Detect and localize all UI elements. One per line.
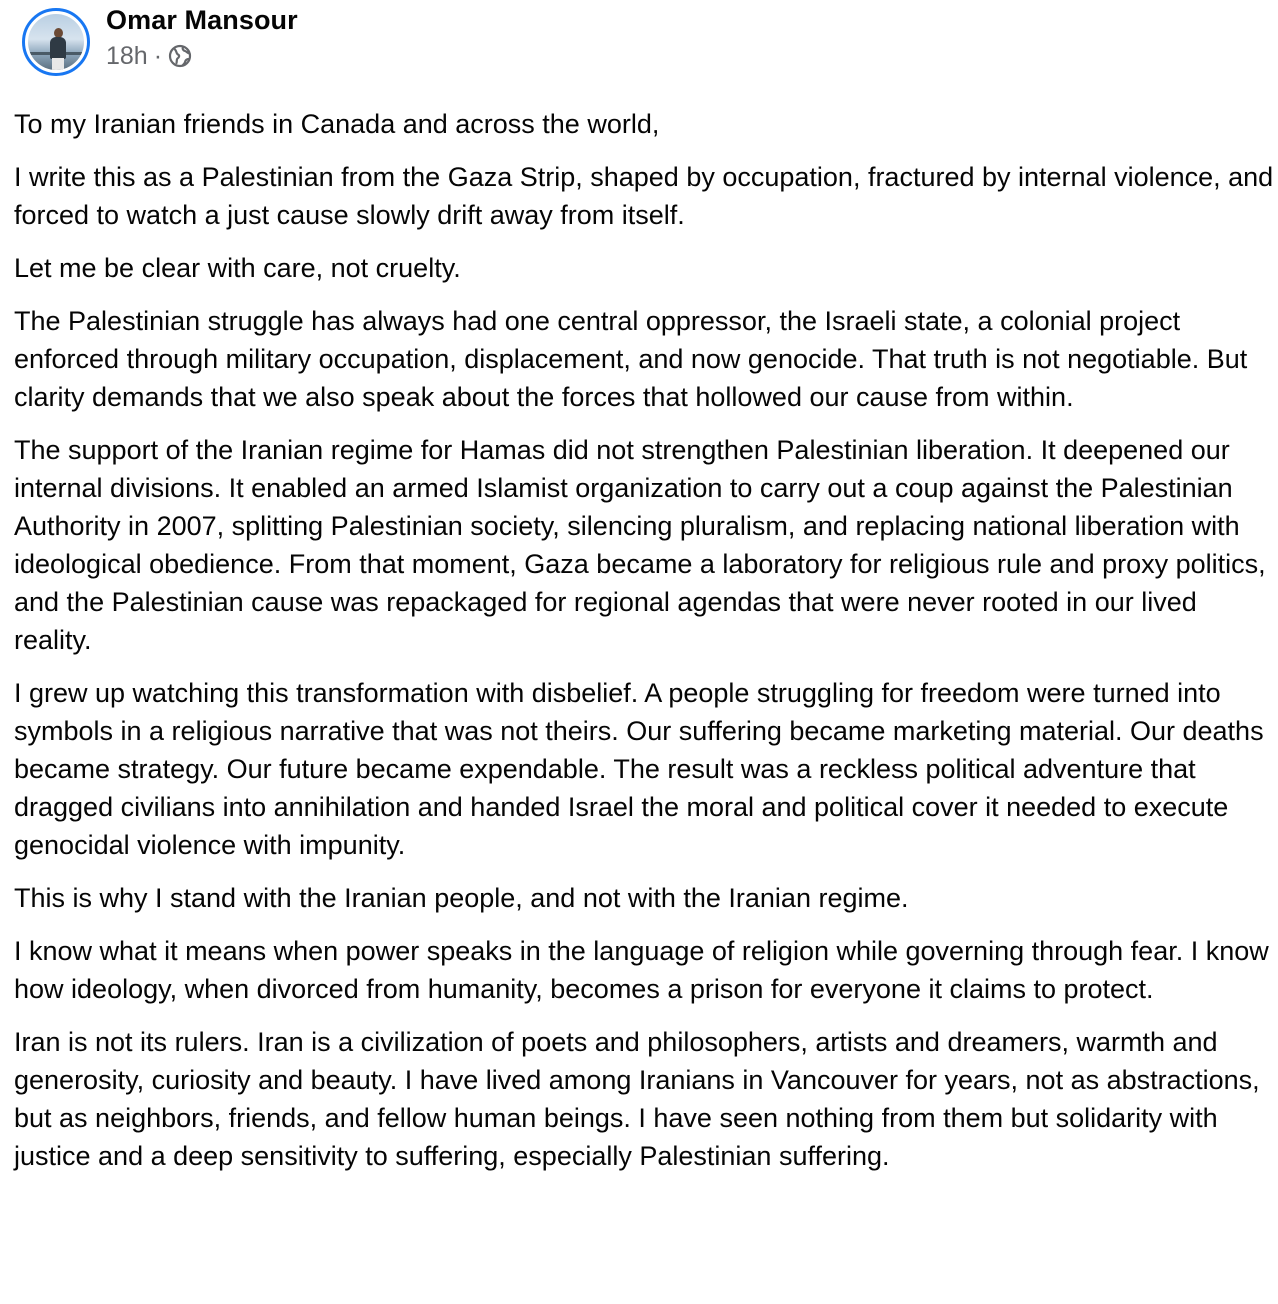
post-paragraph: I write this as a Palestinian from the Gaza Strip, shaped by occupation, fractured by internal violence, and forced to watch a just cause slowly drift away from itself.: [14, 162, 1274, 230]
post-paragraph: To my Iranian friends in Canada and across the world,: [14, 109, 660, 139]
globe-icon[interactable]: [168, 44, 192, 68]
post-header: [22, 0, 298, 80]
post-timestamp[interactable]: 18h: [106, 42, 148, 70]
post-body: [14, 105, 1276, 1190]
post-paragraph: The Palestinian struggle has always had one central oppressor, the Israeli state, a colonial project enforced through military occupation, displacement, and now genocide. That truth is not negotiable. But clarity demands that we also speak about the forces that hollowed our cause from within.: [14, 306, 1248, 412]
post-paragraph: I know what it means when power speaks in the language of religion while governing through fear. I know how ideology, when divorced from humanity, becomes a prison for everyone it claims to protect.: [14, 936, 1269, 1004]
post-paragraph: The support of the Iranian regime for Hamas did not strengthen Palestinian liberation. It deepened our internal divisions. It enabled an armed Islamist organization to carry out a coup against the Palestinian Authority in 2007, splitting Palestinian society, silencing pluralism, and replacing national liberation with ideological obedience. From that moment, Gaza became a laboratory for religious rule and proxy politics, and the Palestinian cause was repackaged for regional agendas that were never rooted in our lived reality.: [14, 435, 1266, 655]
post-header-text: [106, 3, 298, 71]
post-paragraph: Let me be clear with care, not cruelty.: [14, 253, 461, 283]
post-paragraph: Iran is not its rulers. Iran is a civilization of poets and philosophers, artists and dreamers, warmth and generosity, curiosity and beauty. I have lived among Iranians in Vancouver for years, not as abstractions, but as neighbors, friends, and fellow human beings. I have seen nothing from them but solidarity with justice and a deep sensitivity to suffering, especially Palestinian suffering.: [14, 1027, 1260, 1171]
post-paragraph: This is why I stand with the Iranian people, and not with the Iranian regime.: [14, 883, 909, 913]
author-name[interactable]: Omar Mansour: [106, 5, 298, 35]
post-paragraph: I grew up watching this transformation with disbelief. A people struggling for freedom were turned into symbols in a religious narrative that was not theirs. Our suffering became marketing material. Our deaths became strategy. Our future became expendable. The result was a reckless political adventure that dragged civilians into annihilation and handed Israel the moral and political cover it needed to execute genocidal violence with impunity.: [14, 678, 1264, 860]
avatar[interactable]: [22, 8, 90, 76]
meta-separator: ·: [153, 42, 163, 70]
post-meta: [106, 41, 298, 71]
avatar-photo: [28, 14, 84, 70]
